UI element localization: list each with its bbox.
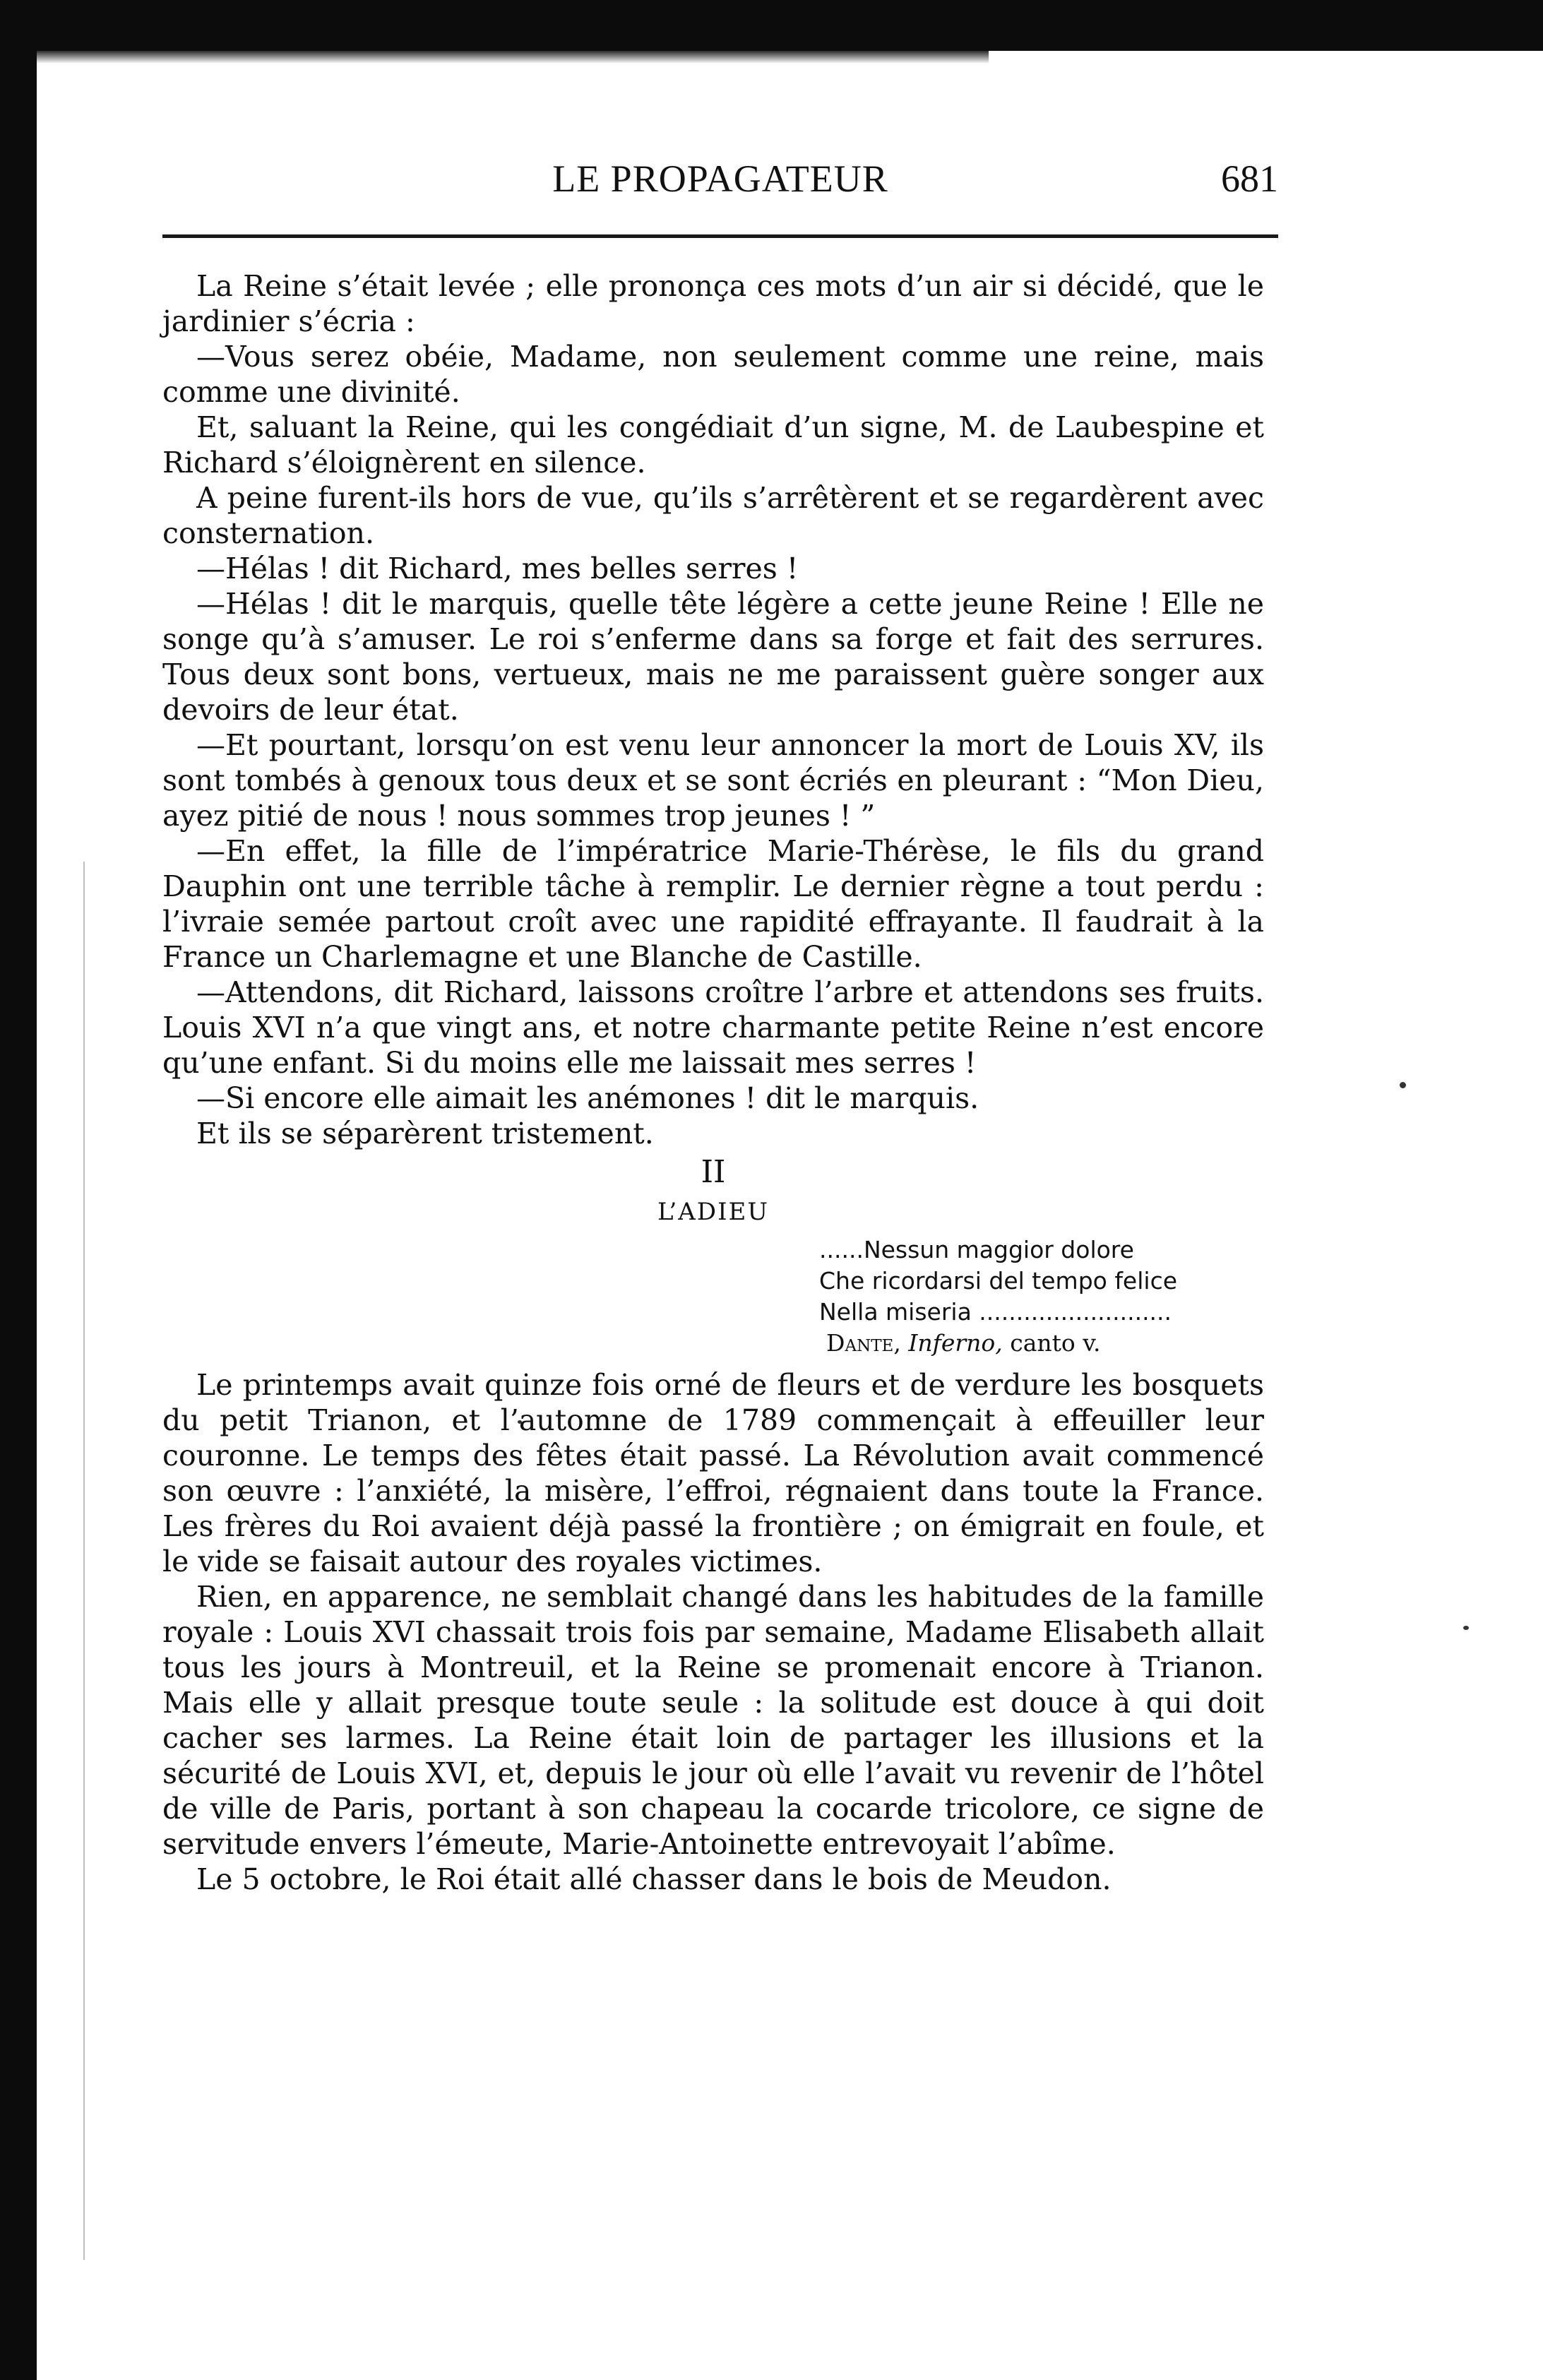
- epigraph-line: Che ricordarsi del tempo felice: [819, 1267, 1178, 1295]
- header-rule: [162, 234, 1278, 238]
- epigraph: [819, 1234, 1257, 1359]
- paragraph: —Et pourtant, lorsqu’on est venu leur annoncer la mort de Louis XV, ils sont tombés à genoux tous deux et se sont écriés en pleurant : “Mon Dieu, ayez pitié de nous ! nous sommes trop jeunes ! ”: [162, 728, 1264, 833]
- paragraph: Et, saluant la Reine, qui les congédiait d’un signe, M. de Laubespine et Richard s’éloignèrent en silence.: [162, 410, 1264, 480]
- paragraph: —Attendons, dit Richard, laissons croître l’arbre et attendons ses fruits. Louis XVI n’a que vingt ans, et notre charmante petite Reine n’est encore qu’une enfant. Si du moins elle me laissait mes serres !: [162, 975, 1264, 1080]
- paragraph: —Hélas ! dit le marquis, quelle tête légère a cette jeune Reine ! Elle ne songe qu’à s’amuser. Le roi s’enferme dans sa forge et fait des serrures. Tous deux sont bons, vertueux, mais ne me paraissent guère songer aux devoirs de leur état.: [162, 587, 1264, 727]
- paragraph: Le 5 octobre, le Roi était allé chasser dans le bois de Meudon.: [196, 1862, 1112, 1896]
- paragraph: —Vous serez obéie, Madame, non seulement comme une reine, mais comme une divinité.: [162, 340, 1264, 409]
- page-header: [162, 157, 1278, 213]
- paragraph: La Reine s’était levée ; elle prononça ces mots d’un air si décidé, que le jardinier s’écria :: [162, 269, 1264, 338]
- epigraph-line: ......Nessun maggior dolore: [819, 1236, 1134, 1263]
- epigraph-canto: canto v.: [1010, 1329, 1101, 1357]
- scan-left-border: [0, 0, 37, 2380]
- scan-speck: [1400, 1082, 1406, 1088]
- running-title: LE PROPAGATEUR: [552, 157, 888, 200]
- scan-top-border: [0, 0, 1543, 51]
- paragraph: —Hélas ! dit Richard, mes belles serres !: [196, 552, 799, 585]
- epigraph-author: Dante,: [826, 1329, 901, 1357]
- paragraph: Le printemps avait quinze fois orné de fleurs et de verdure les bosquets du petit Trianon, et l’automne de 1789 commençait à effeuiller leur couronne. Le temps des fêtes était passé. La Révolution avait commencé son œuvre : l’anxiété, la misère, l’effroi, régnaient dans toute la France. Les frères du Roi avaient déjà passé la frontière ; on émigrait en foule, et le vide se faisait autour des royales victimes.: [162, 1368, 1264, 1578]
- paragraph: Rien, en apparence, ne semblait changé dans les habitudes de la famille royale : Louis XVI chassait trois fois par semaine, Madame Elisabeth allait tous les jours à Montreuil, et la Reine se promenait encore à Trianon. Mais elle y allait presque toute seule : la solitude est douce à qui doit cacher ses larmes. La Reine était loin de partager les illusions et la sécurité de Louis XVI, et, depuis le jour où elle l’avait vu revenir de l’hôtel de ville de Paris, portant à son chapeau la cocarde tricolore, ce signe de servitude envers l’émeute, Marie-Antoinette entrevoyait l’abîme.: [162, 1580, 1264, 1861]
- page-number: 681: [1221, 157, 1278, 200]
- epigraph-work: Inferno,: [908, 1329, 1003, 1357]
- paragraph: —En effet, la fille de l’impératrice Marie-Thérèse, le fils du grand Dauphin ont une terrible tâche à remplir. Le dernier règne a tout perdu : l’ivraie semée partout croît avec une rapidité effrayante. Il faudrait à la France un Charlemagne et une Blanche de Castille.: [162, 834, 1264, 974]
- chapter-number: II: [701, 1154, 726, 1190]
- paragraph: Et ils se séparèrent tristement.: [196, 1117, 654, 1150]
- paragraph: —Si encore elle aimait les anémones ! dit le marquis.: [196, 1081, 979, 1115]
- scan-top-shadow: [0, 51, 989, 64]
- paragraph: A peine furent-ils hors de vue, qu’ils s’arrêtèrent et se regardèrent avec consternation.: [162, 481, 1264, 550]
- scan-speck: [1463, 1626, 1469, 1630]
- chapter-title: L’ADIEU: [657, 1198, 769, 1226]
- epigraph-source: [826, 1328, 1257, 1359]
- page-body: [162, 268, 1264, 1897]
- epigraph-line: Nella miseria ..........................: [819, 1298, 1172, 1326]
- scan-page-edge: [83, 862, 85, 2260]
